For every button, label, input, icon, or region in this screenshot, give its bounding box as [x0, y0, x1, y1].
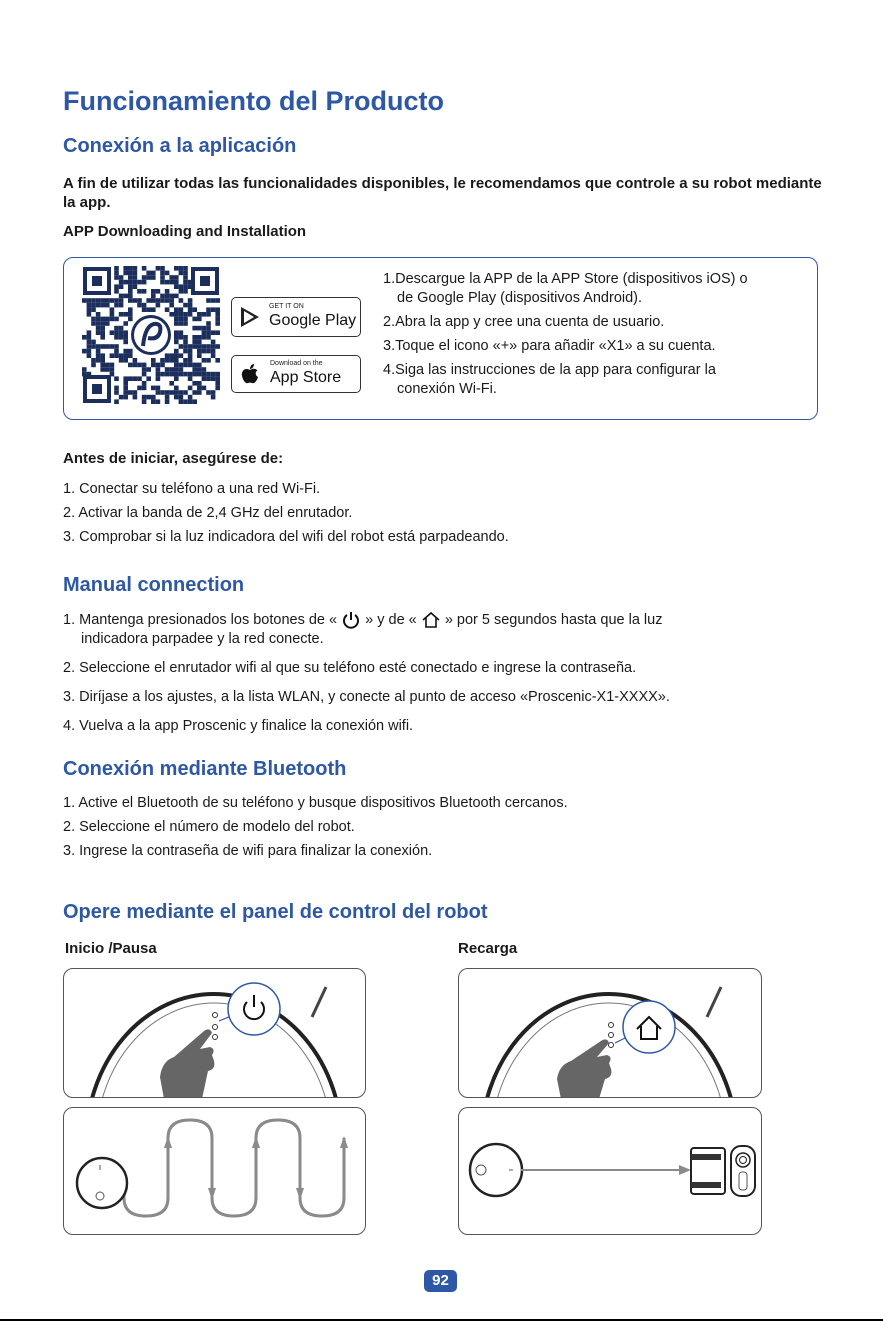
download-subheading: APP Downloading and Installation	[63, 223, 307, 240]
intro-text: A fin de utilizar todas las funcionalidades disponibles, le recomendamos que controle a su robot mediante la app.	[63, 175, 822, 211]
before-list	[63, 480, 509, 547]
manual-heading: Manual connection	[63, 574, 245, 596]
page-number: 92	[424, 1270, 457, 1292]
control-panel-heading: Opere mediante el panel de control del robot	[63, 901, 488, 923]
bluetooth-list	[63, 794, 568, 861]
list-item: 1. Active el Bluetooth de su teléfono y busque dispositivos Bluetooth cercanos.	[63, 795, 568, 811]
install-step: 1.Descargue la APP de la APP Store (dispositivos iOS) o de Google Play (dispositivos Android).	[383, 271, 748, 306]
list-item: 1. Mantenga presionados los botones de « » y de « » por 5 segundos hasta que la luz	[63, 610, 853, 630]
zigzag-path-illustration	[63, 1107, 366, 1235]
power-icon	[341, 610, 361, 630]
google-play-icon	[240, 306, 260, 328]
google-play-button[interactable]	[231, 297, 361, 337]
bottom-divider	[0, 1319, 883, 1321]
start-pause-label: Inicio /Pausa	[65, 940, 157, 957]
list-item-continuation: indicadora parpadee y la red conecte.	[81, 631, 324, 647]
app-store-small-text: Download on the	[270, 360, 323, 367]
install-step: 3.Toque el icono «+» para añadir «X1» a su cuenta.	[383, 338, 716, 354]
return-to-dock-illustration	[458, 1107, 762, 1235]
install-step: 4.Siga las instrucciones de la app para configurar la conexión Wi-Fi.	[383, 362, 716, 397]
list-item: 2. Seleccione el enrutador wifi al que su teléfono esté conectado e ingrese la contraseña.	[63, 660, 637, 676]
home-icon	[421, 610, 441, 630]
recharge-label: Recarga	[458, 940, 518, 957]
install-step: 2.Abra la app y cree una cuenta de usuario.	[383, 314, 665, 330]
install-steps	[383, 270, 803, 404]
app-connection-heading: Conexión a la aplicación	[63, 135, 297, 157]
qr-code	[82, 266, 220, 404]
list-item: 2. Seleccione el número de modelo del robot.	[63, 819, 355, 835]
apple-icon	[241, 363, 259, 385]
robot-icon	[470, 1144, 522, 1196]
list-item: 2. Activar la banda de 2,4 GHz del enrutador.	[63, 505, 353, 521]
charging-dock-icon	[691, 1146, 755, 1196]
list-item: 1. Conectar su teléfono a una red Wi-Fi.	[63, 481, 321, 497]
start-pause-illustration	[63, 968, 366, 1098]
google-play-label: Google Play	[269, 312, 357, 329]
before-heading: Antes de iniciar, asegúrese de:	[63, 450, 284, 467]
page-title: Funcionamiento del Producto	[63, 86, 445, 116]
robot-icon	[77, 1158, 127, 1208]
list-item: 4. Vuelva a la app Proscenic y finalice la conexión wifi.	[63, 718, 414, 734]
list-item: 3. Ingrese la contraseña de wifi para finalizar la conexión.	[63, 843, 433, 859]
list-item: 3. Diríjase a los ajustes, a la lista WLAN, y conecte al punto de acceso «Proscenic-X1-XXXX».	[63, 689, 670, 705]
bluetooth-heading: Conexión mediante Bluetooth	[63, 758, 347, 780]
manual-list	[63, 610, 853, 736]
app-store-label: App Store	[270, 369, 342, 386]
list-item: 3. Comprobar si la luz indicadora del wifi del robot está parpadeando.	[63, 529, 509, 545]
app-store-button[interactable]	[231, 355, 361, 393]
recharge-illustration	[458, 968, 762, 1098]
google-play-small-text: GET IT ON	[269, 303, 304, 310]
